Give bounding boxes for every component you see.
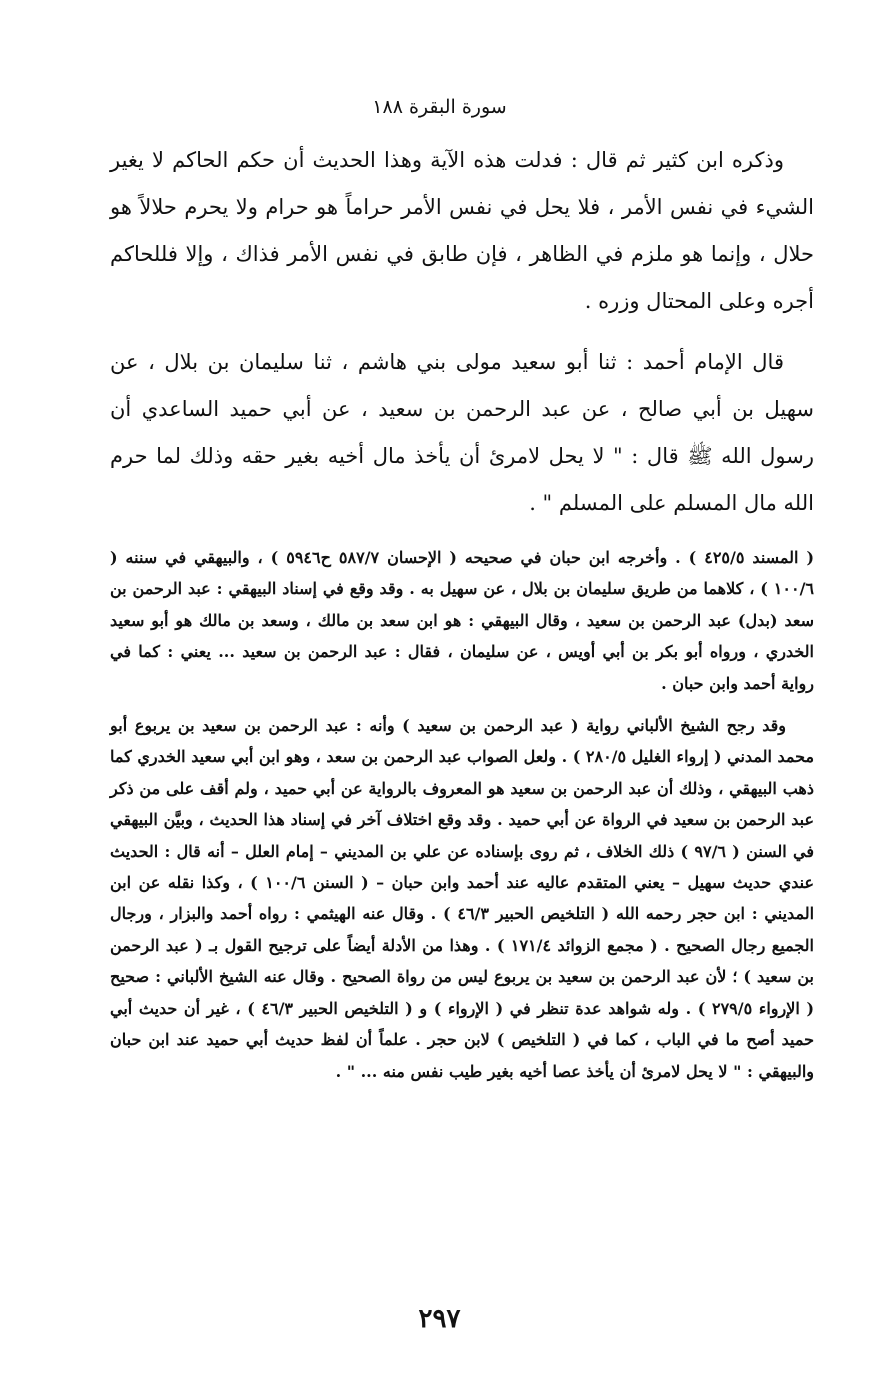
main-paragraph-commentary: وذكره ابن كثير ثم قال : فدلت هذه الآية وهذا الحديث أن حكم الحاكم لا يغير الشيء في نفس الأمر ، فلا يحل في نفس الأمر حراماً هو حرام ولا يحرم حلالاً هو حلال ، وإنما هو ملزم في الظاهر ، فإن طابق في نفس الأمر فذاك ، وإلا فللحاكم أجره وعلى المحتال وزره .	[110, 148, 814, 313]
footnote-paragraph-tarjih: وقد رجح الشيخ الألباني رواية ( عبد الرحمن بن سعيد ) وأنه : عبد الرحمن بن سعيد بن يربوع أبو محمد المدني ( إرواء الغليل ٢٨٠/٥ ) . ولعل الصواب عبد الرحمن بن سعد ، وهو ابن أبي سعيد الخدري كما ذهب البيهقي ، وذلك أن عبد الرحمن بن سعيد هو المعروف بالرواية عن أبي حميد ، ولم أقف على من ذكر عبد الرحمن بن سعيد في الرواة عن أبي حميد . وقد وقع اختلاف آخر في إسناد هذا الحديث ، وبيَّن البيهقي في السنن ( ٩٧/٦ ) ذلك الخلاف ، ثم روى بإسناده عن علي بن المديني – إمام العلل – أنه قال : الحديث عندي حديث سهيل – يعني المتقدم عاليه عند أحمد وابن حبان – ( السنن ١٠٠/٦ ) ، وكذا نقله عن ابن المديني : ابن حجر رحمه الله ( التلخيص الحبير ٤٦/٣ ) . وقال عنه الهيثمي : رواه أحمد والبزار ، ورجال الجميع رجال الصحيح . ( مجمع الزوائد ١٧١/٤ ) . وهذا من الأدلة أيضاً على ترجيح القول بـ ( عبد الرحمن بن سعيد ) ؛ لأن عبد الرحمن بن سعيد بن يربوع ليس من رواة الصحيح . وقال عنه الشيخ الألباني : صحيح ( الإرواء ٢٧٩/٥ ) . وله شواهد عدة تنظر في ( الإرواء ) و ( التلخيص الحبير ٤٦/٣ ) ، غير أن حديث أبي حميد أصح ما في الباب ، كما في ( التلخيص ) لابن حجر . علماً أن لفظ حديث أبي حميد عند ابن حبان والبيهقي : " لا يحل لامرئ أن يأخذ عصا أخيه بغير طيب نفس منه ... " .	[110, 716, 815, 1081]
footnote-paragraph-takhrij: ( المسند ٤٢٥/٥ ) . وأخرجه ابن حبان في صحيحه ( الإحسان ٥٨٧/٧ ح٥٩٤٦ ) ، والبيهقي في سننه ( ١٠٠/٦ ) ، كلاهما من طريق سليمان بن بلال ، عن سهيل به . وقد وقع في إسناد البيهقي : عبد الرحمن بن سعد (بدل) عبد الرحمن بن سعيد ، وقال البيهقي : هو ابن سعد بن مالك ، وسعد بن مالك هو أبو سعيد الخدري ، ورواه أبو بكر بن أبي أويس ، عن سليمان ، فقال : عبد الرحمن بن سعيد ... يعني : كما في رواية أحمد وابن حبان .	[110, 548, 815, 693]
page-number: ٢٩٧	[418, 1304, 461, 1334]
running-header: سورة البقرة ١٨٨	[372, 96, 507, 118]
main-paragraph-hadith: قال الإمام أحمد : ثنا أبو سعيد مولى بني هاشم ، ثنا سليمان بن بلال ، عن سهيل بن أبي صالح ، عن عبد الرحمن بن سعيد ، عن أبي حميد الساعدي أن رسول الله ﷺ قال : " لا يحل لامرئ أن يأخذ مال أخيه بغير حقه وذلك لما حرم الله مال المسلم على المسلم " .	[110, 350, 814, 515]
footnotes	[110, 542, 814, 1087]
main-text	[110, 137, 814, 527]
